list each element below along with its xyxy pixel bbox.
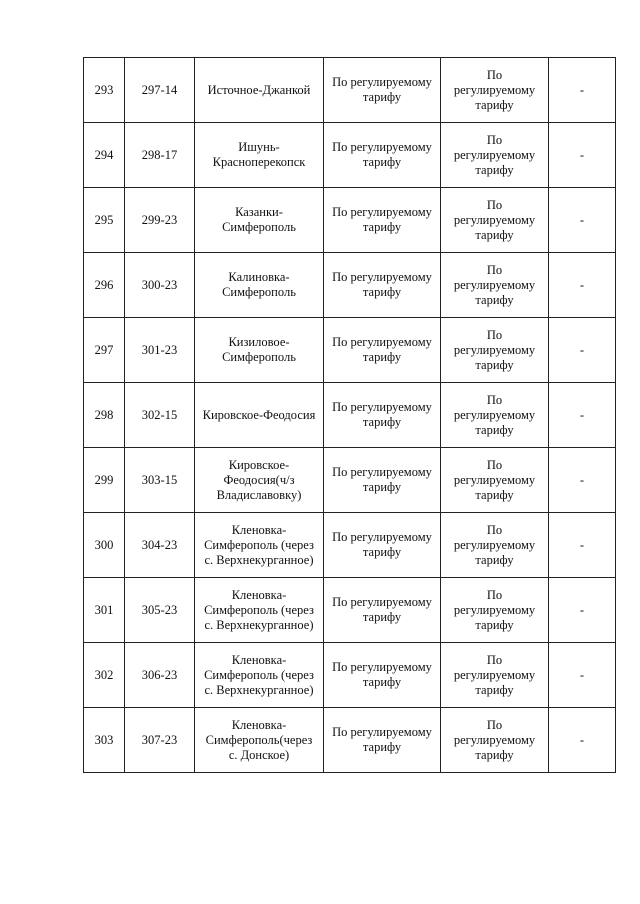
route-code-cell: 302-15 xyxy=(125,383,195,448)
row-number-cell: 297 xyxy=(84,318,125,383)
route-code-cell: 304-23 xyxy=(125,513,195,578)
routes-table xyxy=(83,57,616,773)
table-row xyxy=(84,253,616,318)
tariff-cell: По регулируемому тарифу xyxy=(324,708,441,773)
tariff-cell-secondary: По регулируемому тарифу xyxy=(441,708,549,773)
route-name-cell: Кировское- Феодосия(ч/з Владиславовку) xyxy=(195,448,324,513)
route-name-cell: Кировское-Феодосия xyxy=(195,383,324,448)
extra-cell: - xyxy=(549,513,616,578)
tariff-cell-secondary: По регулируемому тарифу xyxy=(441,253,549,318)
route-code-cell: 299-23 xyxy=(125,188,195,253)
extra-cell: - xyxy=(549,318,616,383)
tariff-cell: По регулируемому тарифу xyxy=(324,253,441,318)
tariff-cell: По регулируемому тарифу xyxy=(324,383,441,448)
row-number-cell: 300 xyxy=(84,513,125,578)
route-name-cell: Кленовка- Симферополь(через с. Донское) xyxy=(195,708,324,773)
row-number-cell: 296 xyxy=(84,253,125,318)
table-row xyxy=(84,578,616,643)
extra-cell: - xyxy=(549,643,616,708)
table-row xyxy=(84,383,616,448)
tariff-cell: По регулируемому тарифу xyxy=(324,513,441,578)
route-code-cell: 305-23 xyxy=(125,578,195,643)
tariff-cell: По регулируемому тарифу xyxy=(324,58,441,123)
row-number-cell: 301 xyxy=(84,578,125,643)
table-row xyxy=(84,708,616,773)
table-row xyxy=(84,513,616,578)
tariff-cell-secondary: По регулируемому тарифу xyxy=(441,643,549,708)
tariff-cell-secondary: По регулируемому тарифу xyxy=(441,448,549,513)
extra-cell: - xyxy=(549,708,616,773)
table-row xyxy=(84,448,616,513)
extra-cell: - xyxy=(549,58,616,123)
tariff-cell: По регулируемому тарифу xyxy=(324,578,441,643)
table-row xyxy=(84,58,616,123)
routes-table-body xyxy=(84,58,616,773)
row-number-cell: 293 xyxy=(84,58,125,123)
row-number-cell: 298 xyxy=(84,383,125,448)
route-name-cell: Казанки- Симферополь xyxy=(195,188,324,253)
tariff-cell-secondary: По регулируемому тарифу xyxy=(441,58,549,123)
tariff-cell-secondary: По регулируемому тарифу xyxy=(441,383,549,448)
route-code-cell: 298-17 xyxy=(125,123,195,188)
tariff-cell-secondary: По регулируемому тарифу xyxy=(441,318,549,383)
table-row xyxy=(84,318,616,383)
tariff-cell: По регулируемому тарифу xyxy=(324,188,441,253)
row-number-cell: 303 xyxy=(84,708,125,773)
extra-cell: - xyxy=(549,253,616,318)
tariff-cell: По регулируемому тарифу xyxy=(324,123,441,188)
route-code-cell: 307-23 xyxy=(125,708,195,773)
row-number-cell: 294 xyxy=(84,123,125,188)
extra-cell: - xyxy=(549,188,616,253)
route-code-cell: 297-14 xyxy=(125,58,195,123)
extra-cell: - xyxy=(549,578,616,643)
route-name-cell: Ишунь- Красноперекопск xyxy=(195,123,324,188)
route-name-cell: Источное-Джанкой xyxy=(195,58,324,123)
table-row xyxy=(84,643,616,708)
route-name-cell: Кизиловое- Симферополь xyxy=(195,318,324,383)
route-name-cell: Кленовка- Симферополь (через с. Верхнекурганное) xyxy=(195,513,324,578)
table-row xyxy=(84,123,616,188)
route-name-cell: Калиновка- Симферополь xyxy=(195,253,324,318)
extra-cell: - xyxy=(549,123,616,188)
tariff-cell-secondary: По регулируемому тарифу xyxy=(441,513,549,578)
table-row xyxy=(84,188,616,253)
tariff-cell: По регулируемому тарифу xyxy=(324,318,441,383)
route-name-cell: Кленовка- Симферополь (через с. Верхнекурганное) xyxy=(195,578,324,643)
route-code-cell: 300-23 xyxy=(125,253,195,318)
extra-cell: - xyxy=(549,448,616,513)
route-code-cell: 303-15 xyxy=(125,448,195,513)
row-number-cell: 302 xyxy=(84,643,125,708)
tariff-cell: По регулируемому тарифу xyxy=(324,448,441,513)
row-number-cell: 295 xyxy=(84,188,125,253)
row-number-cell: 299 xyxy=(84,448,125,513)
tariff-cell-secondary: По регулируемому тарифу xyxy=(441,123,549,188)
route-code-cell: 301-23 xyxy=(125,318,195,383)
route-name-cell: Кленовка- Симферополь (через с. Верхнекурганное) xyxy=(195,643,324,708)
tariff-cell: По регулируемому тарифу xyxy=(324,643,441,708)
route-code-cell: 306-23 xyxy=(125,643,195,708)
extra-cell: - xyxy=(549,383,616,448)
tariff-cell-secondary: По регулируемому тарифу xyxy=(441,188,549,253)
tariff-cell-secondary: По регулируемому тарифу xyxy=(441,578,549,643)
